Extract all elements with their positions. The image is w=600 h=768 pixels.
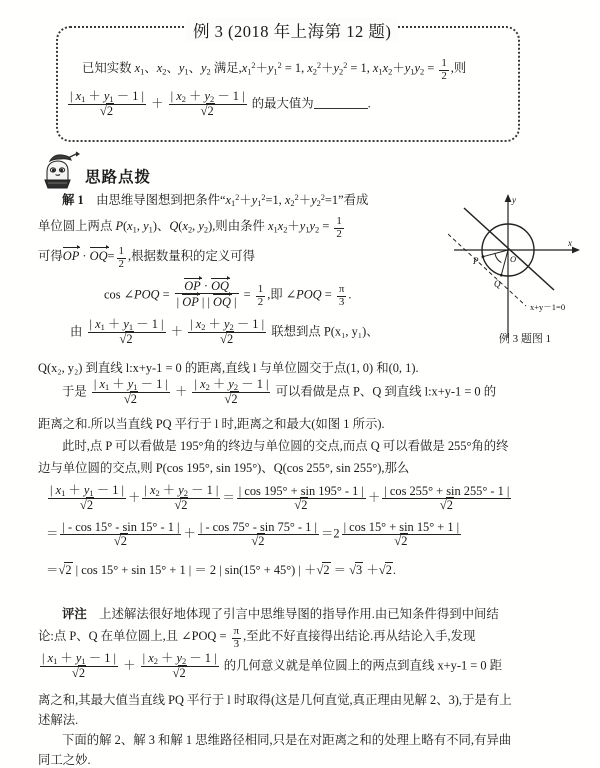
neg-cos15-fraction: $\frac{| - \cos 15^\circ - \sin 15^\circ - 1 |}{√2}$ [62,520,180,549]
commentary-text-3: 的几何意义就是单位圆上的两点到直线 x+y-1 = 0 距 [223,658,503,673]
cos195-fraction: $\frac{| \cos 195^\circ + \sin 195^\circ - 1 |}{√2}$ [238,483,364,513]
solution-1-line-3: 可得OP · OQ= $\frac{1}{2}$ ,根据数量积的定义可得 [38,245,256,270]
cos-poq-equation: cos ∠POQ = $\frac{OP \cdot OQ}{| OP | | OQ |}$ = $\frac{1}{2}$ ,即 ∠POQ = $\frac{\pi}{3}$ . [104,279,352,310]
problem-statement-line-1: 已知实数 $x_1$、$x_2$、$y_1$、$y_2$ 满足$,x_1^2+y_1^2 = 1$, $x_2^2+y_2^2 = 1$, $x_1x_2+y_1y_2$ = $\frac{1}{2}$ ,则 [82,57,467,82]
solution-1-line-8: 此时,点 P 可以看做是 195°角的终边与单位圆的交点,而点 Q 可以看做是 255°角的终 [62,439,509,453]
radius-oq [501,250,508,275]
display-equation-row-3: ＝√2 | cos 15° + sin 15° + 1 | ＝ 2 | sin(15° + 45°) | ＋√2 ＝ √3 ＋√2. [46,563,396,577]
problem-statement-line-2: $\frac{| x_1 + y_1 - 1 |}{√2}$ ＋ $\frac{| x_2 + y_2 - 1 |}{√2}$ 的最大值为 . [70,89,371,119]
distance-fraction-5: $\frac{| x_1 + y_1 - 1 |}{√2}$ [93,377,168,407]
distance-fraction-8: $\frac{| x_2 + y_2 - 1 |}{√2}$ [144,483,219,513]
row3-abs-1: | cos 15° + sin 15° + 1 | [75,563,192,577]
figure-caption: 例 3 题图 1 [498,333,552,345]
commentary-line-5: 述解法. [38,713,79,727]
s1-l1-a: 由思维导图想到把条件“ [96,193,226,207]
neg-cos75-fraction: $\frac{| - \cos 75^\circ - \sin 75^\circ - 1 |}{√2}$ [199,520,317,549]
line-pq [464,208,554,290]
commentary-line-2 [38,626,475,650]
y-axis-label: y [512,195,516,205]
commentary-line-4: 离之和,其最大值当直线 PQ 平行于 l 时取得(这是几何直觉,真正理由见解 2、3),于是有上 [38,693,512,707]
point-q [500,274,503,277]
half-fraction-2: $\frac{1}{2}$ [336,215,342,240]
commentary-line-7: 同工之妙. [38,753,91,767]
l6-lead: 于是 [62,384,87,399]
solution-label: 解 1 [62,193,84,207]
problem-title: 例 3 (2018 年上海第 12 题) [186,18,398,42]
point-p [482,255,485,258]
s1-l3-a: 可得 [38,249,63,264]
cos255-numerator: | cos 255° + sin 255° - 1 | [384,483,510,498]
solution-1-line-2: 单位圆上两点 $P(x_1$, $y_1$)、$Q(x_2$, $y_2$),则由条件 $x_1x_2+y_1y_2$ = $\frac{1}{2}$ [38,215,342,240]
period: . [367,96,371,111]
hint-section-heading [38,150,151,190]
solution-1-line-1: 解 1 由思维导图想到把条件“$x_1^2+y_1^2=1$, $x_2^2+y_2^2=1$”看成 [62,192,369,209]
distance-fraction-9: $\frac{| x_1 + y_1 - 1 |}{√2}$ [42,651,116,681]
neg-cos15-numerator: | - cos 15° - sin 15° - 1 | [62,520,180,534]
distance-fraction-3: $\frac{| x_1 + y_1 - 1 |}{√2}$ [89,317,164,347]
line-x-plus-y-minus-1 [448,234,526,306]
s1-l3-b: ,根据数量积的定义可得 [128,249,256,264]
half-fraction-4: $\frac{1}{2}$ [257,283,264,308]
display-equation-row-2: ＝ $\frac{| - \cos 15^\circ - \sin 15^\circ - 1 |}{√2}$ ＋ $\frac{| - \cos 75^\circ - \sin 75^\circ - 1 |}{√2}$ ＝2 $\frac{| \cos 15^\circ + \sin 15^\circ + 1 |}{√2}$ [46,520,460,549]
solution-1-line-5: Q(x₂, y₂) 到直线 l:x+y-1 = 0 的距离,直线 l 与单位圆交于点(1, 0) 和(0, 1). [38,361,419,375]
line-equation-label: x+y－1=0 [530,302,566,312]
pi-over-3-fraction: $\frac{\pi}{3}$ [338,283,345,308]
problem-tail-text: 的最大值为 [251,96,314,111]
s1-l1-b: ”看成 [338,193,369,207]
solution-1-line-7: 距离之和.所以当直线 PQ 平行于 l 时,距离之和最大(如图 1 所示). [38,417,385,431]
commentary-label: 评注 [62,607,87,621]
distance-fraction-2: $\frac{| x_2 + y_2 - 1 |}{√2}$ [170,89,245,119]
pi-over-3-fraction-2: $\frac{\pi}{3}$ [233,625,240,650]
by-label: 由 [70,324,83,339]
origin-label: O [510,254,517,264]
point-q-label: Q [494,279,501,289]
l6-tail: 可以看做是点 P、Q 到直线 l:x+y-1 = 0 的 [275,384,497,399]
distance-fraction-6: $\frac{| x_2 + y_2 - 1 |}{√2}$ [194,377,269,407]
distance-fraction-10: $\frac{| x_2 + y_2 - 1 |}{√2}$ [142,651,217,681]
cos15-numerator: | cos 15° + sin 15° + 1 | [343,520,460,534]
distance-fraction-1: $\frac{| x_1 + y_1 - 1 |}{√2}$ [70,89,144,119]
row2-multiplier: 2 [333,526,340,541]
commentary-line-6: 下面的解 2、解 3 和解 1 思维路径相同,只是在对距离之和的处理上略有不同,有异曲 [62,733,512,747]
one-half-fraction: $\frac{1}{2}$ [441,57,447,82]
half-fraction-3: $\frac{1}{2}$ [118,245,124,270]
solution-1-line-4: 由 $\frac{| x_1 + y_1 - 1 |}{√2}$ ＋ $\frac{| x_2 + y_2 - 1 |}{√2}$ 联想到点 P(x₁, y₁)、 [70,317,379,347]
dot-product-fraction: $\frac{OP \cdot OQ}{| OP | | OQ |}$ [176,279,237,310]
distance-fraction-7: $\frac{| x_1 + y_1 - 1 |}{√2}$ [50,483,124,513]
problem-text-lead: 已知实数 [82,61,135,76]
commentary-text-1: 上述解法很好地体现了引言中思维导图的指导作用.由已知条件得到中间结 [99,607,499,621]
commentary-line-3: $\frac{| x_1 + y_1 - 1 |}{√2}$ ＋ $\frac{| x_2 + y_2 - 1 |}{√2}$ 的几何意义就是单位圆上的两点到直线 x+y-1 = 0 距 [42,651,503,681]
point-p-label: P [473,256,479,266]
problem-box [56,26,520,142]
commentary-text-2a: 论:点 P、Q 在单位圆上,且 ∠POQ = [38,629,227,644]
row3-abs-2: 2 | sin(15° + 45°) | [209,563,301,577]
angle-arc-poq [495,254,501,263]
assoc-text: 联想到点 P(x₁, y₁)、 [271,324,379,339]
display-equation-row-1: $\frac{| x_1 + y_1 - 1 |}{√2}$ ＋ $\frac{| x_2 + y_2 - 1 |}{√2}$ ＝ $\frac{| \cos 195^\circ + \sin 195^\circ - 1 |}{√2}$ ＋ $\frac{| \cos 255^\circ + \sin 255^\circ - 1 |}{√2}$ [50,483,510,513]
commentary-text-2b: ,至此不好直接得出结论.再从结论入手,发现 [243,629,476,644]
figure-unit-circle [448,186,598,346]
distance-fraction-4: $\frac{| x_2 + y_2 - 1 |}{√2}$ [190,317,265,347]
answer-blank [314,108,368,109]
solution-1-line-6: 于是 $\frac{| x_1 + y_1 - 1 |}{√2}$ ＋ $\frac{| x_2 + y_2 - 1 |}{√2}$ 可以看做是点 P、Q 到直线 l:x+y-1 = 0 的 [62,377,497,407]
cos255-fraction: $\frac{| \cos 255^\circ + \sin 255^\circ - 1 |}{√2}$ [384,483,510,513]
hint-heading-text: 思路点拨 [85,168,152,186]
scholar-head-icon [38,150,82,190]
x-axis-label: x [568,238,572,248]
commentary-line-1 [62,604,499,622]
cos195-numerator: | cos 195° + sin 195° - 1 | [238,483,364,498]
solution-1-line-9: 边与单位圆的交点,则 P(cos 195°, sin 195°)、Q(cos 255°, sin 255°),那么 [38,461,410,475]
neg-cos75-numerator: | - cos 75° - sin 75° - 1 | [199,520,317,534]
cos15-fraction: $\frac{| \cos 15^\circ + \sin 15^\circ + 1 |}{√2}$ [343,520,460,549]
